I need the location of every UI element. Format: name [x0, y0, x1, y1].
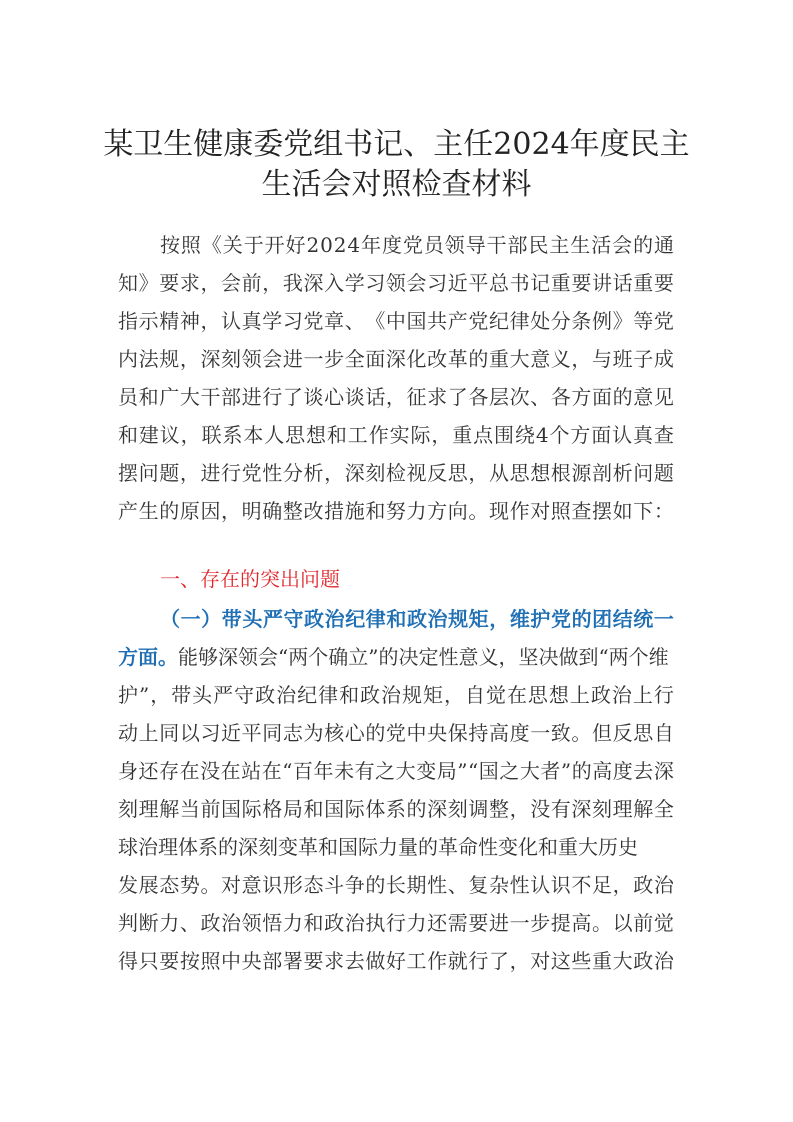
subsection-heading: （ 一 ） 带 头 严 守 政 治 纪 律 和 政 治 规 矩 ， 维 护 党 的 团 结 统 一: [160, 607, 674, 631]
body-line: 判 断 力 、 政 治 领 悟 力 和 政 治 执 行 力 还 需 要 进 一 步 提 高 。 以 前 觉: [118, 911, 674, 935]
body-line: 得 只 要 按 照 中 央 部 署 要 求 去 做 好 工 作 就 行 了 ， 对 这 些 重 大 政 治: [118, 949, 674, 973]
intro-line: 员 和 广 大 干 部 进 行 了 谈 心 谈 话 ， 征 求 了 各 层 次 、 各 方 面 的 意 见: [118, 385, 674, 409]
section-heading: 一、存在的突出问题: [160, 567, 340, 591]
body-line: 身 还 存 在 没 在 站 在 “ 百 年 未 有 之 大 变 局 ” “ 国 之 大 者 ” 的 高 度 去 深: [118, 759, 674, 783]
subsection-body-start: 能够深领会“两个确立”的决定性意义，坚决做到“两个维: [178, 645, 669, 669]
body-line: 动 上 同 以 习 近 平 同 志 为 核 心 的 党 中 央 保 持 高 度 一 致 。 但 反 思 自: [118, 721, 674, 745]
intro-line: 产 生 的 原 因 ， 明 确 整 改 措 施 和 努 力 方 向 。 现 作 对 照 查 摆 如 下 ：: [118, 499, 674, 523]
intro-line: 摆 问 题 ， 进 行 党 性 分 析 ， 深 刻 检 视 反 思 ， 从 思 想 根 源 剖 析 问 题: [118, 461, 674, 485]
body-line: 刻 理 解 当 前 国 际 格 局 和 国 际 体 系 的 深 刻 调 整 ， 没 有 深 刻 理 解 全: [118, 797, 674, 821]
intro-line: 按 照 《 关 于 开 好 2 0 2 4 年 度 党 员 领 导 干 部 民 主 生 活 会 的 通: [160, 233, 674, 257]
subsection-heading-end: 方面。: [118, 645, 178, 669]
body-line: 球治理体系的深刻变革和国际力量的革命性变化和重大历史: [118, 835, 638, 859]
intro-line: 内 法 规 ， 深 刻 领 会 进 一 步 全 面 深 化 改 革 的 重 大 意 义 ， 与 班 子 成: [118, 347, 674, 371]
body-line: 护 ” ， 带 头 严 守 政 治 纪 律 和 政 治 规 矩 ， 自 觉 在 思 想 上 政 治 上 行: [118, 683, 674, 707]
intro-line: 和 建 议 ， 联 系 本 人 思 想 和 工 作 实 际 ， 重 点 围 绕 4 个 方 面 认 真 查: [118, 423, 674, 447]
document-title-line-2: 生活会对照检查材料: [261, 167, 532, 202]
intro-line: 指 示 精 神 ， 认 真 学 习 党 章 、 《 中 国 共 产 党 纪 律 处 分 条 例 》 等 党: [118, 309, 674, 333]
document-title-line-1: 某卫生健康委党组书记、主任2024年度民主: [103, 127, 690, 162]
intro-line: 知 》 要 求 ， 会 前 ， 我 深 入 学 习 领 会 习 近 平 总 书 记 重 要 讲 话 重 要: [118, 271, 674, 295]
body-line: 发 展 态 势 。 对 意 识 形 态 斗 争 的 长 期 性 、 复 杂 性 认 识 不 足 ， 政 治: [118, 873, 674, 897]
subsection-line-2: [118, 642, 674, 672]
